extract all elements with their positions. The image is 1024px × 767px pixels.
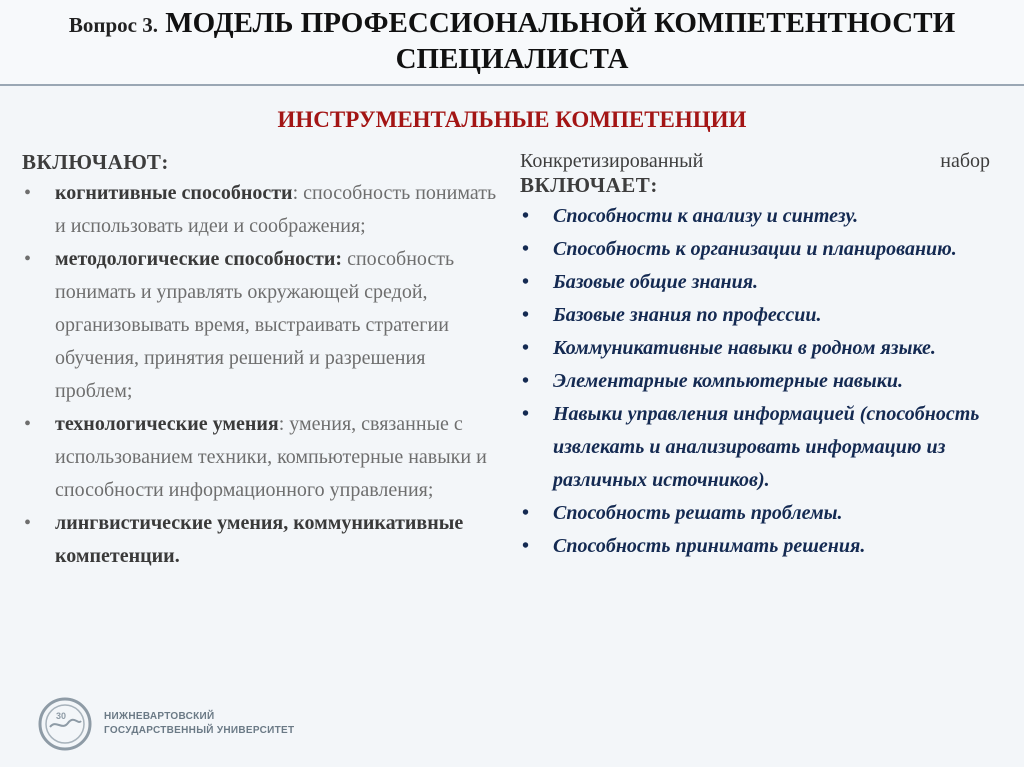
- right-heading-word-1: Конкретизированный: [520, 150, 704, 172]
- right-heading: ВКЛЮЧАЕТ:: [520, 173, 658, 197]
- list-item: • Коммуникативные навыки в родном языке.: [520, 332, 990, 365]
- right-heading-row: [520, 150, 990, 173]
- item-term: технологические умения: [55, 413, 279, 435]
- list-item: • Базовые общие знания.: [520, 266, 990, 299]
- right-list: [520, 200, 990, 563]
- list-item: • Способность решать проблемы.: [520, 497, 990, 530]
- title-line-1: МОДЕЛЬ ПРОФЕССИОНАЛЬНОЙ КОМПЕТЕНТНОСТИ: [165, 7, 956, 39]
- left-list: [22, 177, 502, 573]
- item-desc: способность понимать и управлять окружающей средой, организовывать время, выстраивать стратегии обучения, принятия решений и разрешения проблем;: [55, 248, 455, 402]
- logo-line-1: НИЖНЕВАРТОВСКИЙ: [104, 711, 215, 722]
- list-item: • технологические умения: умения, связанные с использованием техники, компьютерные навыки и способности информационного управления;: [22, 408, 502, 507]
- question-label: Вопрос 3.: [68, 13, 158, 37]
- page-title: [0, 6, 1024, 76]
- logo-line-2: ГОСУДАРСТВЕННЫЙ УНИВЕРСИТЕТ: [104, 725, 295, 736]
- right-heading-word-2: набор: [940, 150, 990, 172]
- list-item: [22, 243, 502, 408]
- university-logo: [38, 697, 294, 751]
- item-term: лингвистические умения, коммуникативные компетенции.: [55, 512, 464, 567]
- list-item: • Способность к организации и планированию.: [520, 233, 990, 266]
- left-column: [22, 150, 502, 573]
- list-item: • Элементарные компьютерные навыки.: [520, 365, 990, 398]
- logo-text: [104, 710, 294, 738]
- item-desc: способность понимать и использовать идеи и соображения;: [55, 182, 497, 237]
- list-item: [22, 507, 502, 573]
- list-item: • Способность принимать решения.: [520, 530, 990, 563]
- list-item: • когнитивные способности: способность понимать и использовать идеи и соображения;: [22, 177, 502, 243]
- right-column: [520, 150, 990, 563]
- left-heading: ВКЛЮЧАЮТ:: [22, 150, 169, 174]
- list-item: • Базовые знания по профессии.: [520, 299, 990, 332]
- title-line-2: СПЕЦИАЛИСТА: [395, 43, 629, 75]
- logo-badge: 30: [56, 711, 67, 721]
- section-title: ИНСТРУМЕНТАЛЬНЫЕ КОМПЕТЕНЦИИ: [277, 107, 747, 132]
- item-term: методологические способности:: [55, 248, 343, 270]
- list-item: • Навыки управления информацией (способность извлекать и анализировать информацию из различных источников).: [520, 398, 990, 497]
- list-item: • Способности к анализу и синтезу.: [520, 200, 990, 233]
- item-term: когнитивные способности: [55, 182, 293, 204]
- university-emblem-icon: [38, 697, 92, 751]
- item-desc: умения, связанные с использованием техники, компьютерные навыки и способности информационного управления;: [55, 413, 487, 501]
